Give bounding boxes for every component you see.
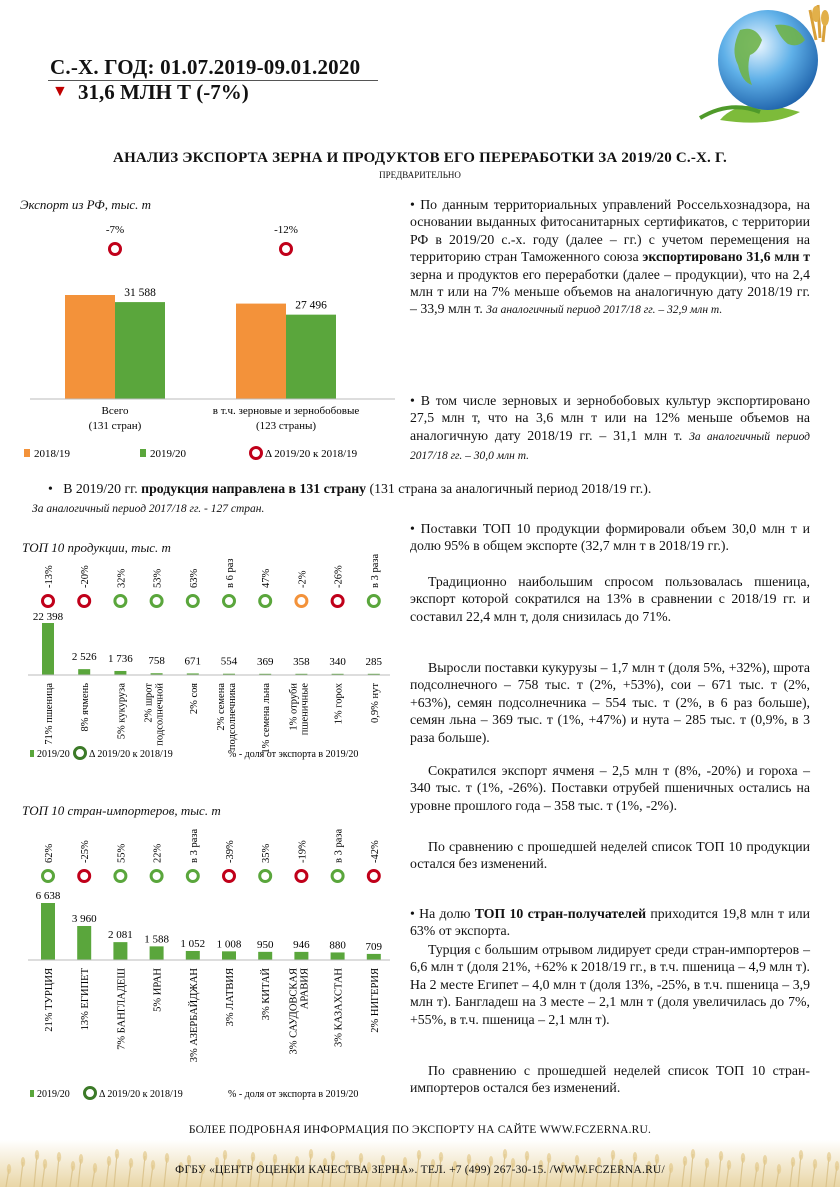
legend-label: Δ 2019/20 к 2018/19 (265, 448, 358, 460)
bar-2019-20 (258, 952, 272, 960)
bar-2019-20 (41, 903, 55, 960)
wheat-ear (57, 1152, 61, 1162)
bar-value-label: 1 588 (144, 933, 169, 946)
bar-2019-20 (115, 302, 165, 399)
preliminary-note: ПРЕДВАРИТЕЛЬНО (379, 170, 461, 180)
change-marker (296, 596, 307, 607)
change-label: -7% (105, 224, 125, 236)
season-period: С.-Х. ГОД: 01.07.2019-09.01.2020 (50, 55, 361, 79)
wheat-ear (691, 1149, 695, 1159)
paragraph-products-unchanged: По сравнению с прошедшей неделей список ТОП 10 продукции остался без изменений. (410, 839, 810, 872)
legend-swatch-2019-20 (30, 750, 34, 757)
wheat-ear (741, 1153, 745, 1163)
legend-label: % - доля от экспорта в 2019/20 (228, 749, 359, 760)
change-label: 63% (188, 568, 200, 588)
bar-value-label: 671 (184, 655, 202, 668)
globe-logo-icon (680, 0, 840, 132)
change-marker (332, 871, 343, 882)
change-marker (368, 871, 379, 882)
bar-2019-20 (150, 946, 164, 960)
chart2-title: ТОП 10 продукции, тыс. т (22, 540, 171, 555)
bar-value-label: 285 (365, 655, 383, 668)
change-marker (151, 596, 162, 607)
legend-label: 2019/20 (37, 749, 70, 760)
wheat-ear (251, 1152, 255, 1162)
legend-label: Δ 2019/20 к 2018/19 (99, 1089, 183, 1100)
bar-value-label: 1 736 (108, 652, 133, 665)
category-label: 13% ЕГИПЕТ (80, 968, 92, 1031)
wheat-ear (611, 1150, 615, 1160)
change-marker (187, 596, 198, 607)
paragraph-countries-unchanged: По сравнению с прошедшей неделей список ТОП 10 стран-импортеров остался без изменений. (410, 1063, 810, 1096)
wheat-ear (633, 1152, 637, 1162)
category-label: 3% КИТАЙ (261, 968, 273, 1021)
legend-label: Δ 2019/20 к 2018/19 (89, 749, 173, 760)
legend-swatch-2018-19 (24, 449, 30, 457)
change-label: -25% (80, 840, 92, 863)
bullet-icon: • (48, 481, 64, 496)
paragraph-turkey-egypt: Турция с большим отрывом лидирует среди стран-импортеров – 6,6 млн т (доля 21%, +62% к 2018/19 гг., в т.ч. пшеница – 4,9 млн т). На 2 месте Египет – 4,0 млн т (доля 13%, -25%, в т.ч. пшеница – 3,9 млн т). Бангладеш на 3 месте – 2,1 млн т (доля увеличилась до 7%, +55%, в т.ч. пшеница – 2,1 млн т). (410, 942, 810, 1027)
footer-info: БОЛЕЕ ПОДРОБНАЯ ИНФОРМАЦИЯ ПО ЭКСПОРТУ НА САЙТЕ WWW.FCZERNA.RU. (188, 1124, 652, 1136)
bar-2019-20 (294, 952, 308, 960)
category-label: 2% шрот (143, 683, 155, 723)
change-marker (79, 596, 90, 607)
change-label: в 6 раз (225, 558, 236, 588)
bar-value-label: 1 008 (216, 938, 242, 951)
bar-value-label: 709 (365, 940, 383, 953)
category-label: 1% отруби (288, 683, 300, 731)
change-marker (332, 596, 343, 607)
change-marker (187, 871, 198, 882)
bar-2019-20 (367, 954, 381, 960)
wheat-ear (309, 1149, 313, 1159)
paragraph-wheat: Традиционно наибольшим спросом пользовалась пшеница, экспорт которой сократился на 13% в сравнении с 2018/19 гг. и составил 22,4 млн т, доля снизилась до 71%. (410, 574, 810, 624)
bar-2019-20 (42, 623, 54, 675)
bar-value-label: 31 588 (124, 287, 156, 300)
bullet-icon: • (410, 521, 421, 536)
change-marker (79, 871, 90, 882)
change-marker (115, 596, 126, 607)
page-title: АНАЛИЗ ЭКСПОРТА ЗЕРНА И ПРОДУКТОВ ЕГО ПЕРЕРАБОТКИ ЗА 2019/20 С.-Х. Г. (113, 150, 727, 166)
change-label: -42% (369, 840, 381, 863)
legend-swatch-2019-20 (140, 449, 146, 457)
category-label: 3% САУДОВСКАЯ (288, 968, 300, 1055)
change-label: 32% (116, 568, 128, 588)
change-label: -39% (225, 840, 236, 863)
legend-label: 2019/20 (37, 1089, 70, 1100)
wheat-ear (79, 1154, 83, 1164)
change-label: 47% (261, 568, 273, 588)
category-label: подсолнечника (227, 683, 238, 751)
change-marker (110, 244, 121, 255)
change-label: -19% (297, 840, 309, 863)
bar-2019-20 (222, 951, 236, 960)
change-label: 35% (261, 843, 273, 863)
category-label: подсолнечной (154, 683, 166, 746)
top10-countries-chart (20, 803, 405, 1108)
bar-value-label: 880 (329, 939, 346, 952)
category-label: 3% АЗЕРБАЙДЖАН (188, 968, 200, 1063)
bar-value-label: 554 (220, 655, 238, 668)
bar-2019-20 (77, 926, 91, 960)
legend-swatch-2019-20 (30, 1090, 34, 1097)
bar-value-label: 2 081 (108, 929, 133, 942)
legend-label: % - доля от экспорта в 2019/20 (228, 1089, 359, 1100)
change-marker (260, 871, 271, 882)
bar-2018-19 (65, 295, 115, 399)
change-marker (296, 871, 307, 882)
wheat-ear (439, 1152, 443, 1162)
paragraph-grain-total: • В том числе зерновых и зернобобовых культур экспортировано 27,5 млн т, что на 3,6 млн т или на 12% меньше объемов на аналогичную дату 2018/19 гг. – 31,1 млн т. За аналогичный период 2017/18 гг. – 30,0 млн т. (410, 393, 811, 463)
category-label: пшеничные (299, 683, 311, 736)
category-label: 2% НИГЕРИЯ (369, 968, 381, 1033)
wheat-ear (503, 1149, 507, 1159)
wheat-ear (165, 1153, 169, 1163)
bar-2018-19 (236, 304, 286, 399)
wheat-ear (359, 1153, 363, 1163)
bar-value-label: 2 526 (71, 651, 97, 664)
legend-label: 2018/19 (34, 448, 71, 460)
chart1-title: Экспорт из РФ, тыс. т (20, 197, 152, 212)
change-label: -2% (297, 570, 309, 588)
category-label: в т.ч. зерновые и зернобобовые (212, 405, 360, 417)
change-marker (260, 596, 271, 607)
bar-2019-20 (286, 315, 336, 399)
bullet-icon: • (410, 393, 421, 408)
change-label: -13% (44, 565, 55, 588)
countries-note: За аналогичный период 2017/18 гг. - 127 стран. (32, 503, 265, 515)
category-label: 1% горох (333, 683, 345, 725)
wheat-ear (115, 1149, 119, 1159)
change-marker (43, 596, 54, 607)
change-label: 62% (44, 843, 55, 863)
change-label: в 3 раза (333, 828, 345, 863)
legend-marker (85, 1088, 96, 1099)
wheat-ear (467, 1154, 471, 1164)
wheat-ear (223, 1150, 227, 1160)
change-marker (151, 871, 162, 882)
chart3-title: ТОП 10 стран-импортеров, тыс. т (22, 803, 221, 818)
bar-value-label: 340 (329, 655, 346, 668)
export-total-chart (20, 215, 405, 465)
bar-value-label: 758 (148, 655, 165, 668)
bar-value-label: 946 (293, 938, 310, 951)
category-label: 71% пшеница (44, 683, 55, 745)
category-label: 5% ИРАН (152, 968, 164, 1012)
legend-label: 2019/20 (150, 448, 187, 460)
bar-value-label: 3 960 (71, 912, 97, 925)
paragraph-export-total: • По данным территориальных управлений Россельхознадзора, на основании выданных фитосанитарных сертификатов, с территории РФ в 2019/20 с.-х. году (далее – гг.) с учетом перемещения на территорию стран Таможенного союза экспортировано 31,6 млн т зерна и продуктов его переработки (далее – продукции), что на 2,4 млн т или на 7% меньше объемов на аналогичную дату 2018/19 гг. – 33,9 млн т. За аналогичный период 2017/18 гг. – 32,9 млн т. (410, 197, 810, 317)
change-marker (281, 244, 292, 255)
bar-2019-20 (114, 671, 126, 675)
wheat-ear (655, 1154, 659, 1164)
bar-value-label: 27 496 (295, 299, 327, 312)
wheat-ear (273, 1154, 277, 1164)
wheat-ear (719, 1151, 723, 1161)
legend-marker (75, 748, 86, 759)
bar-2019-20 (331, 952, 345, 960)
wheat-ear (827, 1152, 831, 1162)
paragraph-decline: Сократился экспорт ячменя – 2,5 млн т (8%, -20%) и гороха – 340 тыс. т (1%, -26%). Поставки отрубей пшеничных остались на уровне прошлого года – 358 тыс. т (1%, -2%). (410, 763, 810, 813)
bar-value-label: 950 (256, 938, 274, 951)
wheat-ear (525, 1151, 529, 1161)
category-label: 3% КАЗАХСТАН (333, 968, 345, 1048)
bar-2019-20 (186, 951, 200, 960)
category-label: 7% БАНГЛАДЕШ (116, 968, 128, 1050)
wheat-ear (143, 1151, 147, 1161)
paragraph-top10-products: • Поставки ТОП 10 продукции формировали объем 30,0 млн т и долю 95% в общем экспорте (32,7 млн т в 2018/19 гг.). (410, 521, 811, 554)
change-marker (224, 871, 235, 882)
bar-value-label: 1 052 (180, 937, 206, 950)
top10-products-chart (20, 540, 405, 765)
category-label: 21% ТУРЦИЯ (44, 968, 55, 1032)
bar-value-label: 369 (256, 655, 274, 668)
footer-organization: ФГБУ «ЦЕНТР ОЦЕНКИ КАЧЕСТВА ЗЕРНА». ТЕЛ. +7 (499) 267-30-15. /WWW.FCZERNA.RU/ (175, 1164, 665, 1176)
change-label: 22% (152, 843, 164, 863)
wheat-ear (331, 1151, 335, 1161)
category-label: Всего (101, 405, 129, 417)
category-label: (131 стран) (88, 420, 142, 432)
bar-value-label: 358 (293, 655, 310, 668)
bar-2019-20 (78, 669, 90, 675)
change-marker (224, 596, 235, 607)
change-label: -12% (274, 224, 298, 236)
change-label: в 3 раза (188, 828, 200, 863)
bar-2019-20 (113, 942, 127, 960)
category-label: 5% кукуруза (116, 683, 128, 740)
category-label: 2% семена (216, 683, 227, 731)
category-label: 8% ячмень (80, 683, 92, 732)
bullet-icon: • (410, 197, 421, 212)
export-volume: 31,6 МЛН Т (-7%) (78, 80, 249, 104)
category-label: 2% соя (188, 683, 200, 715)
change-marker (115, 871, 126, 882)
legend-marker (251, 448, 262, 459)
category-label: (123 страны) (255, 420, 317, 432)
category-label: 0,9% нут (369, 683, 381, 723)
category-label: АРАВИЯ (299, 968, 311, 1010)
change-label: в 3 раза (369, 553, 381, 588)
paragraph-countries: • В 2019/20 гг. продукция направлена в 131 страну (131 страна за аналогичный период 2018/19 гг.). (48, 481, 652, 496)
bullet-icon: • (410, 906, 420, 921)
change-label: 53% (152, 568, 164, 588)
category-label: 3% ЛАТВИЯ (225, 968, 236, 1027)
bar-value-label: 6 638 (35, 890, 61, 902)
category-label: 1% семена льна (261, 683, 273, 754)
change-marker (368, 596, 379, 607)
bar-value-label: 22 398 (32, 611, 64, 623)
wheat-ear (35, 1150, 39, 1160)
change-label: 55% (116, 843, 128, 863)
change-label: -20% (80, 565, 92, 588)
change-label: -26% (333, 565, 345, 588)
wheat-ear (417, 1150, 421, 1160)
change-marker (43, 871, 54, 882)
wheat-ear (799, 1150, 803, 1160)
paragraph-top10-countries: • На долю ТОП 10 стран-получателей приходится 19,8 млн т или 63% от экспорта. (410, 906, 810, 939)
down-arrow-icon: ▼ (52, 83, 68, 100)
wheat-ear (547, 1153, 551, 1163)
paragraph-growth: Выросли поставки кукурузы – 1,7 млн т (доля 5%, +32%), шрота подсолнечного – 758 тыс. т (2%, +53%), сои – 671 тыс. т (2%, +63%), семян подсолнечника – 554 тыс. т (2%, в 6 раз больше), семян льна – 369 тыс. т (1%, +47%) и нута – 285 тыс. т (0,9%, в 3 раза больше). (410, 660, 810, 745)
